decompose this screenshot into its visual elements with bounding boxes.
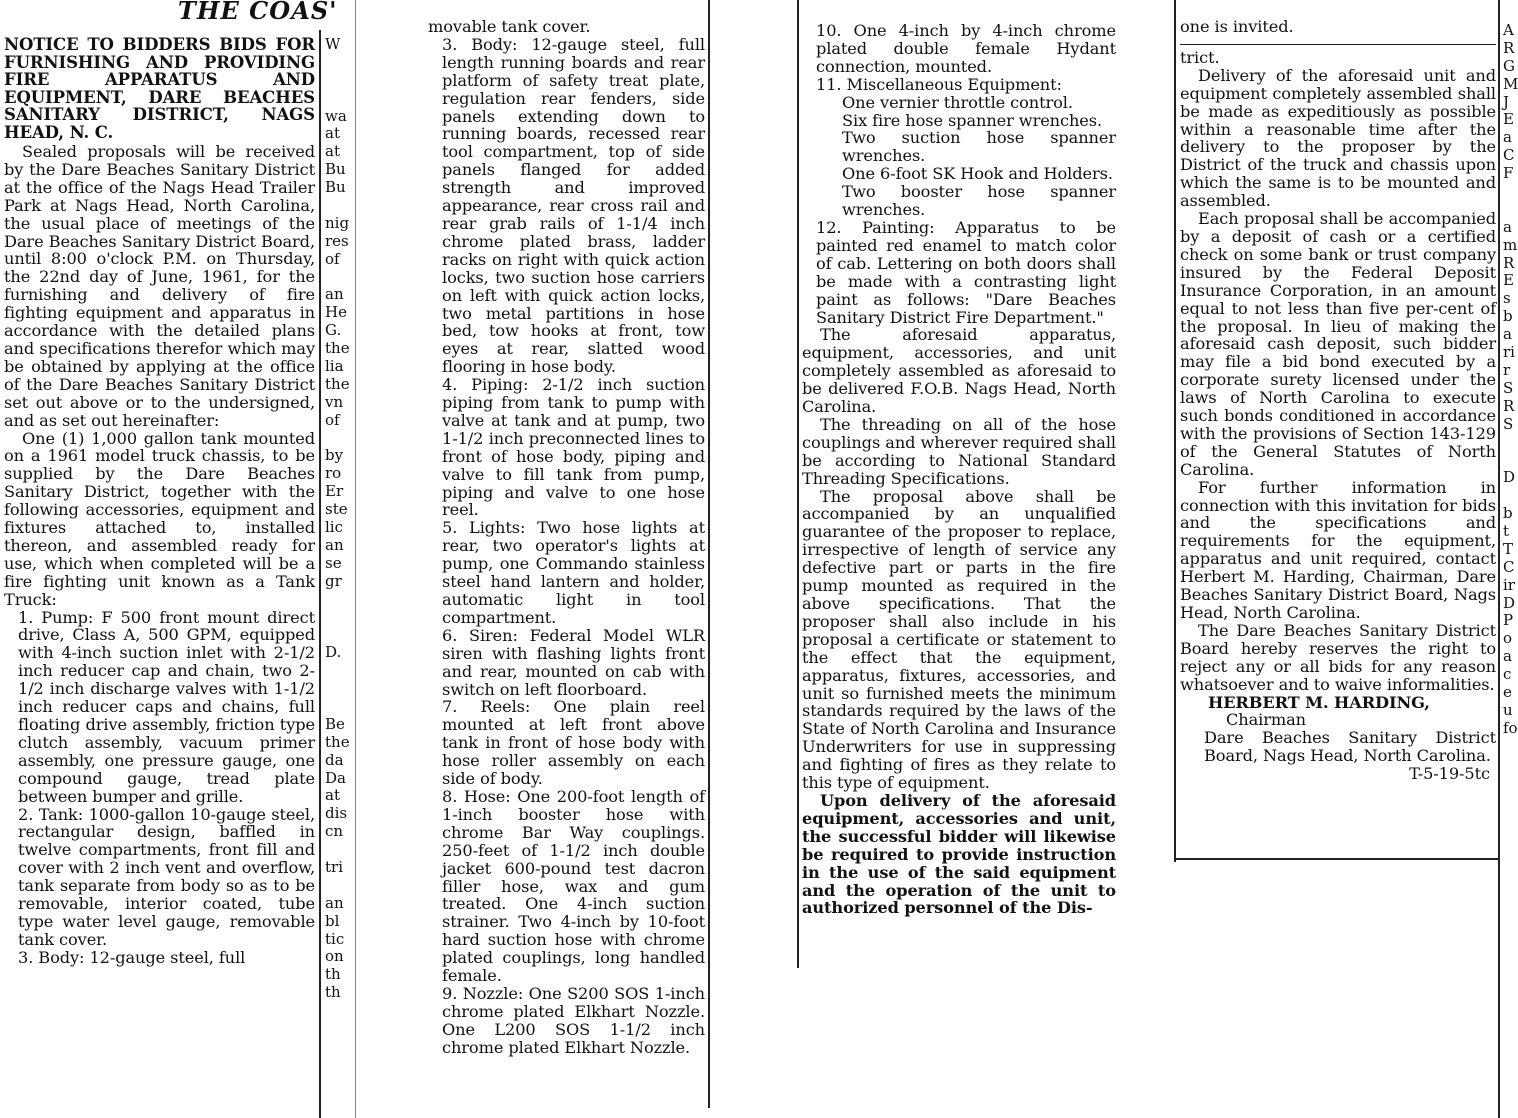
- fragment-line: [325, 609, 352, 627]
- notice-title: NOTICE TO BIDDERS BIDS FOR FURNISHING AND PROVIDING FIRE APPARATUS AND EQUIPMENT, DARE BEACHES SANITARY DISTRICT, NAGS HEAD, N. C.: [4, 35, 315, 142]
- fragment-line: He: [325, 303, 347, 322]
- spec-item: 6. Siren: Federal Model WLR siren with flashing lights front and rear, mounted on cab with switch on left floorboard.: [442, 625, 705, 699]
- spec-item: 5. Lights: Two hose lights at rear, two operator's lights at pump, one Commando stainless steel hand lantern and holder, automatic light in tool compartment.: [442, 518, 705, 627]
- fragment-line: [325, 197, 352, 215]
- fragment-line: the: [325, 732, 350, 751]
- spec-item: 8. Hose: One 200-foot length of 1-inch booster hose with chrome Bar Way couplings. 250-feet of 1-1/2 inch double jacket 600-pound test dacron filler hose, wax and gum treated. One 4-inch suction strainer. Two 4-inch by 10-foot hard suction hose with chrome plated couplings, long handled female.: [442, 786, 705, 986]
- fragment-line: b: [1503, 504, 1513, 523]
- fragment-line: ro: [325, 464, 342, 483]
- fragment-line: tri: [325, 857, 343, 876]
- fragment-line: at: [325, 124, 340, 143]
- fragment-line: P: [1503, 611, 1514, 630]
- fragment-line: D.: [325, 643, 342, 662]
- fragment-line: R: [1503, 396, 1515, 415]
- fragment-line: E: [1503, 271, 1514, 290]
- spec-item: 12. Painting: Apparatus to be painted red enamel to match color of cab. Lettering on both doors shall be made with a contrasting light paint as follows: "Dare Beaches Sanitary District Fire Department.": [816, 217, 1116, 327]
- fragment-line: [325, 680, 352, 698]
- equipment-line: Six fire hose spanner wrenches.: [842, 110, 1103, 130]
- paragraph: One (1) 1,000 gallon tank mounted on a 1961 model truck chassis, to be supplied by the Dare Beaches Sanitary District, together with the following accessories, equipment and fixtures attached to, installed thereon, and assembled ready for use, which when completed will be a fire fighting unit known as a Tank Truck:: [4, 428, 315, 609]
- fragment-line: C: [1503, 146, 1515, 165]
- bottom-rule: [1174, 858, 1498, 860]
- paragraph: movable tank cover.: [428, 17, 591, 36]
- paragraph: The proposal above shall be accompanied by an unqualified guarantee of the proposer to replace, irrespective of length of service any defective part or parts in the fire pump mounted as required in the above specifications. That the proposer shall also include in his proposal a certificate or statement to the effect that the equipment, apparatus, fixtures, accessories, and unit so furnished meets the minimum standards required by the laws of the State of North Carolina and Insurance Underwriters for use in suppressing and fighting of fires as they relate to this type of equipment.: [802, 486, 1116, 793]
- column-rule: [1174, 0, 1176, 862]
- spec-item: 10. One 4-inch by 4-inch chrome plated double female Hydant connection, mounted.: [816, 21, 1116, 76]
- fragment-line: r: [1503, 360, 1511, 379]
- fragment-line: ri: [1503, 343, 1515, 362]
- fragment-line: J: [1503, 92, 1510, 111]
- column-rule: [797, 0, 799, 968]
- fragment-line: an: [325, 893, 344, 912]
- column-rule: [1498, 0, 1500, 1118]
- fragment-line: nig: [325, 213, 350, 232]
- column-rule: [708, 0, 710, 1108]
- fragment-line: Be: [325, 714, 345, 733]
- notice-code: T-5-19-5tc: [1409, 764, 1490, 784]
- equipment-line: Two booster hose spanner wrenches.: [842, 182, 1116, 220]
- fragment-line: Er: [325, 482, 344, 501]
- paragraph: For further information in connection with this invitation for bids and the specifications and requirements for the equipment, apparatus and unit required, contact Herbert M. Harding, Chairman, Dare Beaches Sanitary District Board, Nags Head, North Carolina.: [1180, 477, 1496, 622]
- fragment-line: gr: [325, 571, 342, 590]
- fragment-line: [1503, 183, 1516, 201]
- fragment-line: ste: [325, 500, 348, 519]
- fragment-line: a: [1503, 325, 1512, 344]
- fragment-line: ir: [1503, 575, 1515, 594]
- fragment-line: R: [1503, 38, 1515, 57]
- fragment-line: fo: [1503, 718, 1518, 737]
- fragment-line: W: [325, 35, 341, 53]
- paragraph: The threading on all of the hose couplings and wherever required shall be according to National Standard Threading Specifications.: [802, 414, 1116, 488]
- fragment-line: the: [325, 339, 350, 358]
- fragment-line: A: [1503, 21, 1514, 39]
- notice-column-2: [428, 18, 705, 1112]
- paragraph: The aforesaid apparatus, equipment, accessories, and unit completely assembled as aforesaid to be delivered F.O.B. Nags Head, North Carolina.: [802, 325, 1116, 417]
- fragment-line: lic: [325, 518, 343, 537]
- fragment-line: dis: [325, 804, 348, 823]
- equipment-line: One vernier throttle control.: [842, 92, 1073, 112]
- fragment-line: se: [325, 553, 342, 572]
- fragment-line: [325, 90, 352, 108]
- fragment-line: Da: [325, 768, 346, 787]
- notice-column-3: [802, 22, 1116, 974]
- fragment-line: T: [1503, 539, 1514, 558]
- fragment-line: a: [1503, 128, 1512, 147]
- fragment-line: res: [325, 231, 349, 250]
- fragment-line: c: [1503, 665, 1512, 684]
- fragment-line: u: [1503, 700, 1513, 719]
- fragment-line: [1503, 487, 1516, 505]
- fragment-line: [325, 54, 352, 72]
- fragment-line: [325, 626, 352, 644]
- separator-rule: [1180, 44, 1496, 45]
- equipment-line: One 6-foot SK Hook and Holders.: [842, 164, 1113, 184]
- fragment-line: [325, 269, 352, 287]
- equipment-line: Two suction hose spanner wrenches.: [842, 128, 1116, 166]
- fragment-line: t: [1503, 521, 1510, 540]
- fragment-line: [325, 662, 352, 680]
- fragment-line: D: [1503, 593, 1516, 612]
- notice-column-4: [1180, 18, 1496, 858]
- fragment-line: b: [1503, 307, 1513, 326]
- fragment-line: da: [325, 750, 344, 769]
- fragment-line: of: [325, 410, 340, 429]
- fragment-line: S: [1503, 378, 1514, 397]
- paragraph: trict.: [1180, 47, 1220, 67]
- spec-item: 9. Nozzle: One S200 SOS 1-inch chrome plated Elkhart Nozzle. One L200 SOS 1-1/2 inch chrome plated Elkhart Nozzle.: [442, 983, 705, 1057]
- fragment-line: vn: [325, 392, 344, 411]
- fragment-line: s: [1503, 289, 1511, 308]
- fragment-line: by: [325, 446, 344, 465]
- fragment-line: G.: [325, 321, 342, 340]
- fragment-line: Bu: [325, 160, 346, 179]
- spec-item: 4. Piping: 2-1/2 inch suction piping from tank to pump with valve at tank and at pump, two 1-1/2 inch preconnected lines to front of hose body, piping and valve to fill tank from pump, piping and valve to one hose reel.: [442, 375, 705, 520]
- paragraph: The Dare Beaches Sanitary District Board hereby reserves the right to reject any or all bids for any reason whatsoever and to waive informalities.: [1180, 620, 1496, 694]
- paragraph: one is invited.: [1180, 17, 1294, 36]
- fragment-line: E: [1503, 110, 1514, 129]
- fragment-line: th: [325, 983, 341, 1002]
- fragment-line: of: [325, 249, 340, 268]
- fragment-line: Bu: [325, 178, 346, 197]
- fragment-line: M: [1503, 74, 1518, 93]
- fragment-line: wa: [325, 106, 347, 125]
- fragment-line: at: [325, 142, 340, 161]
- column-rule: [355, 0, 356, 1118]
- fragment-line: [325, 430, 352, 448]
- fragment-line: [1503, 433, 1516, 451]
- notice-column-1: [4, 36, 315, 1118]
- masthead: THE COAS': [178, 0, 338, 25]
- fragment-line: on: [325, 947, 344, 966]
- spec-item: 3. Body: 12-gauge steel, full length running boards and rear platform of safety treat plate, regulation rear fenders, side panels extending down to running boards, recessed rear tool compartment, top of side panels flanged for added strength and improved appearance, rear cross rail and rear grab rails of 1-1/4 inch chrome plated brass, ladder racks on right with quick action locks, two suction hose carriers on left with quick action locks, two metal partitions in hose bed, tow hooks at front, tow eyes at rear, slatted wood flooring in hose body.: [442, 34, 705, 377]
- fragment-line: F: [1503, 164, 1514, 183]
- fragment-line: e: [1503, 682, 1512, 701]
- fragment-line: m: [1503, 235, 1518, 254]
- fragment-line: o: [1503, 629, 1513, 648]
- fragment-line: [325, 841, 352, 859]
- adjacent-column-fragment: [325, 36, 352, 1118]
- column-rule: [319, 30, 321, 1118]
- fragment-line: [1503, 451, 1516, 469]
- fragment-line: G: [1503, 56, 1515, 75]
- fragment-line: lia: [325, 357, 344, 376]
- fragment-line: S: [1503, 414, 1514, 433]
- fragment-line: [325, 877, 352, 895]
- fragment-line: a: [1503, 647, 1512, 666]
- adjacent-column-fragment: [1503, 22, 1516, 802]
- spec-item: 1. Pump: F 500 front mount direct drive, Class A, 500 GPM, equipped with 4-inch suction inlet with 2-1/2 inch reducer cap and chain, two 2-1/2 inch discharge valves with 1-1/2 inch reducer caps and chains, full floating drive assembly, friction type clutch assembly, vacuum primer assembly, one pressure gauge, one compound gauge, tread plate between bumper and grille.: [18, 607, 315, 806]
- fragment-line: an: [325, 535, 344, 554]
- fragment-line: the: [325, 374, 350, 393]
- spec-item: 7. Reels: One plain reel mounted at left front above tank in front of hose body with hose roller assembly on each side of body.: [442, 697, 705, 789]
- fragment-line: C: [1503, 557, 1515, 576]
- spec-item: 2. Tank: 1000-gallon 10-gauge steel, rectangular design, baffled in twelve compartments, front fill and cover with 2 inch vent and overflow, tank separate from body so as to be removable, interior coated, tube type water level gauge, removable tank cover.: [18, 804, 315, 949]
- fragment-line: cn: [325, 822, 344, 841]
- paragraph: Delivery of the aforesaid unit and equipment completely assembled shall be made as expeditiously as possible within a reasonable time after the delivery to the proposer by the District of the truck and chassis upon which the same is to be mounted and assembled.: [1180, 65, 1496, 211]
- fragment-line: at: [325, 786, 340, 805]
- signature-title: Chairman: [1226, 710, 1307, 730]
- fragment-line: bl: [325, 911, 340, 930]
- fragment-line: [325, 698, 352, 716]
- signature-organization: Dare Beaches Sanitary District Board, Nags Head, North Carolina.: [1204, 728, 1496, 766]
- fragment-line: D: [1503, 468, 1516, 487]
- spec-item: 11. Miscellaneous Equipment:: [816, 74, 1062, 94]
- fragment-line: an: [325, 285, 344, 304]
- fragment-line: [325, 72, 352, 90]
- fragment-line: tic: [325, 929, 345, 948]
- fragment-line: R: [1503, 253, 1515, 272]
- paragraph: Each proposal shall be accompanied by a deposit of cash or a certified check on some bank or trust company insured by the Federal Deposit Insurance Corporation, in an amount equal to not less than five per-cent of the proposal. In lieu of making the aforesaid cash deposit, such bidder may file a bid bond executed by a corporate surety licensed under the laws of North Carolina to execute such bonds conditioned in accordance with the provisions of Section 143-129 of the General Statutes of North Carolina.: [1180, 209, 1496, 479]
- fragment-line: [1503, 201, 1516, 219]
- spec-item: 3. Body: 12-gauge steel, full: [18, 947, 246, 967]
- fragment-line: th: [325, 965, 341, 984]
- paragraph: Sealed proposals will be received by the Dare Beaches Sanitary District at the office of the Nags Head Trailer Park at Nags Head, North Carolina, the usual place of meetings of the Dare Beaches Sanitary District Board, until 8:00 o'clock P.M. on Thursday, the 22nd day of June, 1961, for the furnishing and delivery of fire fighting equipment and apparatus in accordance with the detailed plans and specifications therefor which may be obtained by applying at the office of the Dare Beaches Sanitary District set out above or to the undersigned, and as set out hereinafter:: [4, 142, 315, 430]
- paragraph: Upon delivery of the aforesaid equipment, accessories and unit, the successful bidder will likewise be required to provide instruction in the use of the said equipment and the operation of the unit to authorized personnel of the Dis-: [802, 790, 1116, 918]
- fragment-line: a: [1503, 217, 1512, 236]
- fragment-line: [325, 591, 352, 609]
- signature-name: HERBERT M. HARDING,: [1208, 692, 1430, 712]
